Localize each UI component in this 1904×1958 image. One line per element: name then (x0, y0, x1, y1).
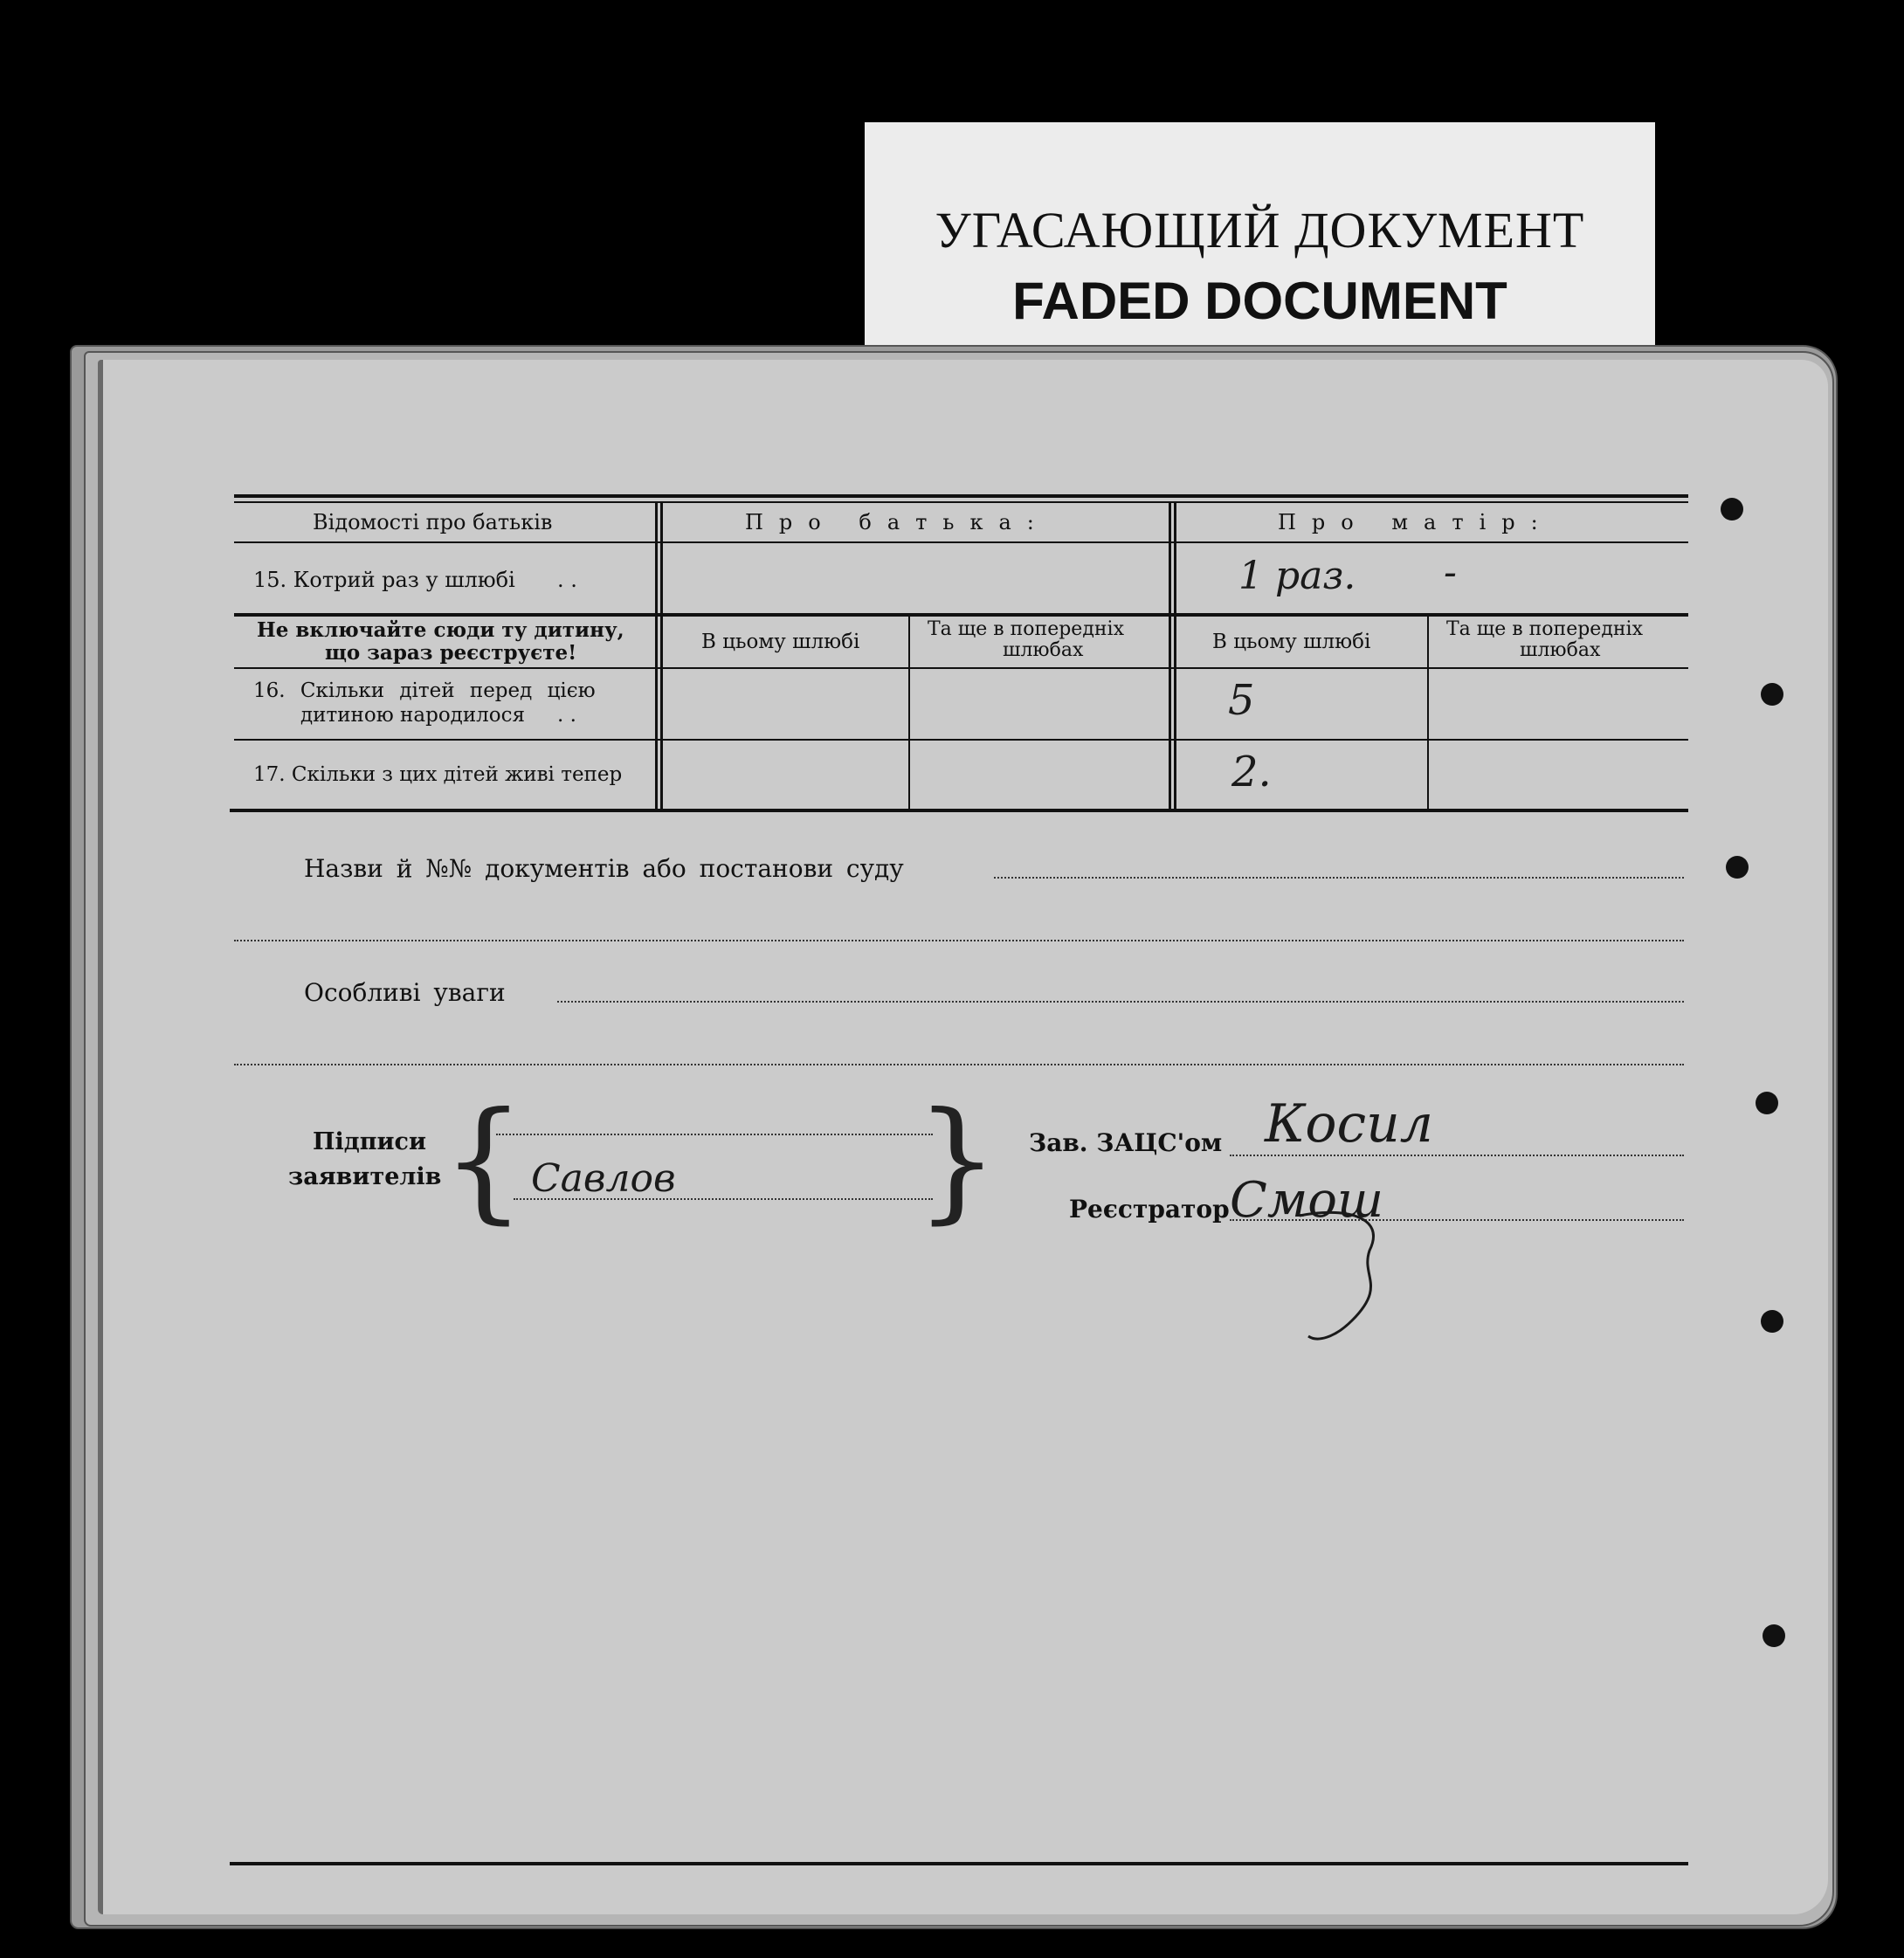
label-russian: УГАСАЮЩИЙ ДОКУМЕНТ (935, 202, 1585, 259)
col-father-header: Про батька: (745, 510, 1050, 534)
register-page (98, 360, 1828, 1914)
row15-mother-value: 1 раз. (1238, 554, 1356, 598)
row15-dots: . . (557, 568, 577, 592)
row17-mother-value: 2. (1231, 748, 1272, 796)
row16-dots: . . (557, 704, 576, 727)
page-bottom-rule (230, 1862, 1688, 1865)
applicant-signature: Савлов (531, 1156, 676, 1201)
registrar-label: Реєстратор (1069, 1195, 1230, 1224)
registrar-signature-flourish (1291, 1198, 1413, 1347)
head-of-registry-label: Зав. ЗАЦС'ом (1029, 1128, 1223, 1157)
row15-bottom-rule (234, 613, 1688, 617)
row15-mother-dash: - (1444, 550, 1457, 595)
remarks-line-2[interactable] (234, 1064, 1684, 1065)
head-of-registry-signature: Косил (1265, 1093, 1434, 1155)
exclude-child-note-line1: Не включайте сюди ту дитину, (257, 618, 624, 642)
binding-hole-1 (1721, 498, 1743, 521)
row16-mother-value: 5 (1228, 676, 1255, 725)
applicants-signature-label-line2: заявителів (288, 1163, 442, 1190)
mother-this-marriage-header: В цьому шлюбі (1212, 631, 1371, 653)
documents-line-1[interactable] (994, 877, 1684, 879)
table-vline-1b (660, 501, 663, 810)
table-vline-father-split (908, 615, 910, 810)
binding-hole-6 (1763, 1624, 1785, 1647)
row15-label: 15. Котрий раз у шлюбі (253, 568, 515, 592)
remarks-label: Особливі уваги (304, 978, 506, 1007)
binding-hole-2 (1761, 683, 1783, 706)
mother-previous-marriages-header-line1: Та ще в попередніх (1446, 618, 1643, 640)
applicant-signature-line-1[interactable] (496, 1134, 933, 1135)
binding-hole-5 (1761, 1310, 1783, 1333)
father-previous-marriages-header-line2: шлюбах (1003, 639, 1084, 661)
registrar-signature: Смош (1230, 1172, 1384, 1229)
documents-label: Назви й №№ документів або постанови суду (304, 854, 904, 883)
father-this-marriage-header: В цьому шлюбі (701, 631, 860, 653)
applicants-open-brace: { (442, 1085, 526, 1237)
label-english: FADED DOCUMENT (1012, 272, 1507, 330)
table-top-rule (234, 494, 1688, 498)
exclude-child-note-line2: що зараз реєструєте! (325, 641, 577, 665)
col-parents-info-header: Відомості про батьків (313, 510, 553, 534)
table-vline-2 (1169, 501, 1171, 810)
row17-label: 17. Скільки з цих дітей живі тепер (253, 763, 623, 786)
table-vline-2b (1174, 501, 1176, 810)
father-previous-marriages-header-line1: Та ще в попередніх (928, 618, 1124, 640)
table-head-rule (234, 541, 1688, 543)
mother-previous-marriages-header-line2: шлюбах (1520, 639, 1601, 661)
row16-label-line2: дитиною народилося (300, 704, 526, 727)
table-vline-1 (655, 501, 658, 810)
table-top-rule-thin (234, 501, 1688, 503)
applicants-signature-label-line1: Підписи (313, 1128, 427, 1155)
applicants-close-brace: } (915, 1085, 999, 1237)
binding-hole-3 (1726, 856, 1749, 879)
row16-label-line1: 16. Скільки дітей перед цією (253, 679, 596, 702)
table-vline-mother-split (1427, 615, 1429, 810)
subhead-bottom-rule (234, 667, 1688, 669)
remarks-line-1[interactable] (557, 1001, 1684, 1003)
col-mother-header: Про матір: (1278, 510, 1554, 534)
row16-bottom-rule (234, 739, 1688, 741)
table-bottom-rule (230, 809, 1688, 812)
documents-line-2[interactable] (234, 940, 1684, 941)
faded-document-label (865, 122, 1655, 358)
head-of-registry-line[interactable] (1230, 1155, 1684, 1156)
binding-hole-4 (1756, 1092, 1778, 1114)
